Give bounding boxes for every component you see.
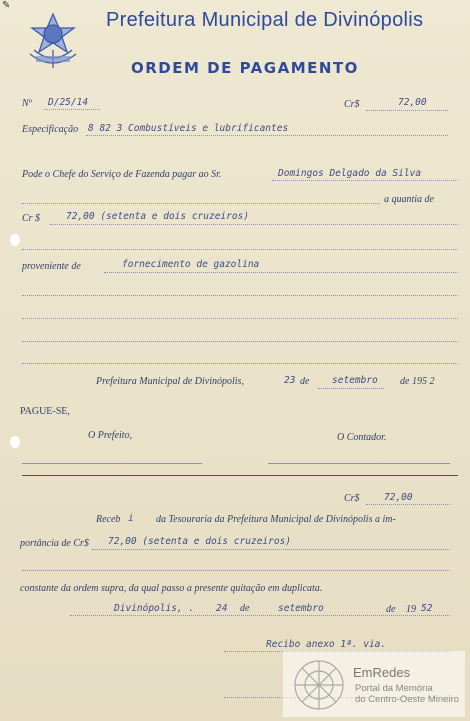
corner-mark: ✎	[2, 0, 11, 11]
pay-label: PAGUE-SE,	[20, 406, 70, 417]
number-value: D/25/14	[48, 97, 89, 108]
origin-value: fornecimento de gazolina	[122, 259, 260, 270]
receipt-currency-label: Cr$	[344, 493, 360, 504]
amount-currency-label: Cr$	[344, 99, 360, 110]
receipt-attached: Recibo anexo 1ª. via.	[266, 639, 387, 650]
emredes-subtitle-2: do Centro-Oeste Mineiro	[355, 694, 460, 705]
receipt-year-suffix: 52	[421, 603, 433, 614]
date-day: 23	[284, 375, 296, 386]
receipt-text-3: constante da ordem supra, da qual passo a presente quitação em duplicata.	[20, 583, 323, 594]
receipt-received-label: Receb	[96, 514, 121, 525]
receipt-year-prefix: 19	[406, 604, 416, 615]
amount-in-words: 72,00 (setenta e dois cruzeiros)	[66, 211, 250, 222]
origin-label: proveniente de	[22, 261, 81, 272]
specification-label: Especificação	[22, 124, 79, 135]
municipality-title: Prefeitura Municipal de Divinópolis	[106, 9, 424, 31]
sum-label: a quantia de	[384, 194, 434, 205]
place-label: Prefeitura Municipal de Divinópolis,	[96, 376, 244, 387]
emredes-logo-icon	[291, 657, 347, 717]
punch-hole-bottom	[10, 436, 20, 448]
cr-label: Cr $	[22, 213, 41, 224]
date-de-1: de	[300, 376, 310, 387]
emredes-subtitle-1: Portal da Memória	[355, 683, 433, 694]
payee-name: Domingos Delgado da Silva	[278, 168, 421, 179]
date-year: de 195 2	[400, 376, 435, 387]
receipt-text-2: portância de Cr$	[20, 538, 89, 549]
receipt-place: Divinópolis, .	[114, 603, 195, 614]
receipt-text-1: da Tesouraria da Prefeitura Municipal de Divinópolis a im-	[156, 514, 396, 525]
specification-value: 8 82 3 Combustíveis e lubrificantes	[88, 123, 289, 134]
receipt-month: setembro	[278, 603, 324, 614]
order-text: Pode o Chefe do Serviço de Fazenda pagar ao Sr.	[22, 169, 222, 180]
date-month: setembro	[332, 375, 378, 386]
receipt-de-1: de	[240, 603, 250, 614]
coat-of-arms-seal	[24, 10, 82, 76]
receipt-amount-words: 72,00 (setenta e dois cruzeiros)	[108, 536, 292, 547]
punch-hole-top	[10, 234, 20, 246]
receipt-amount: 72,00	[384, 492, 413, 503]
number-label: Nº	[22, 98, 32, 109]
emredes-watermark	[283, 651, 465, 717]
receipt-day: 24	[216, 603, 228, 614]
accountant-label: O Contador.	[337, 432, 387, 443]
document-title: ORDEM DE PAGAMENTO	[131, 59, 359, 77]
amount-value: 72,00	[398, 97, 427, 108]
receipt-received-mark: i	[128, 513, 134, 524]
emredes-title: EmRedes	[353, 665, 411, 680]
mayor-label: O Prefeito,	[88, 430, 133, 441]
receipt-de-2: de	[386, 604, 396, 615]
